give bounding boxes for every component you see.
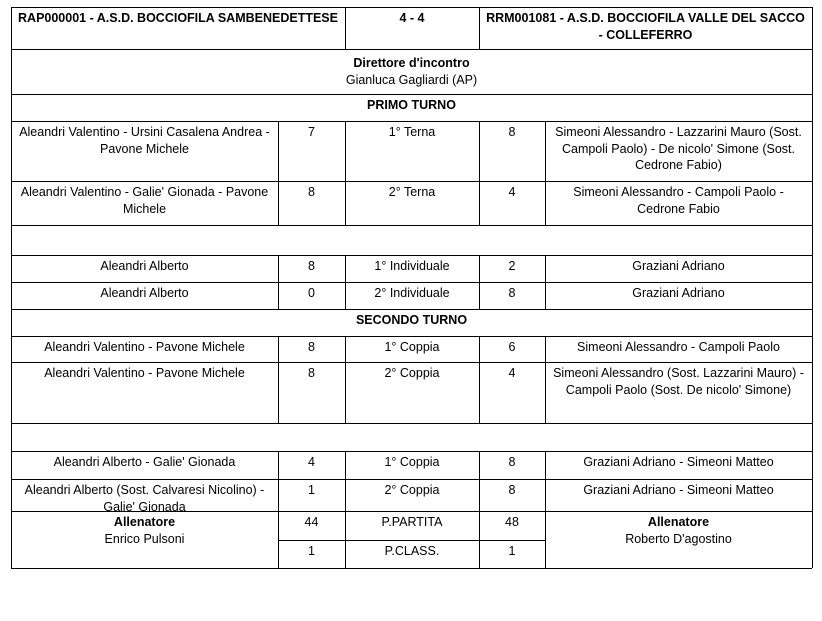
grid-vline [345, 181, 346, 225]
away-score: 4 [508, 185, 516, 199]
grid-vline [11, 7, 12, 568]
game-type: 1° Coppia [384, 340, 440, 354]
away-total: 1 [508, 544, 516, 558]
grid-vline [479, 181, 480, 225]
grid-vline [479, 479, 480, 511]
grid-vline [345, 282, 346, 309]
home-score: 4 [308, 455, 315, 469]
round-title: PRIMO TURNO [367, 98, 456, 112]
home-players: Aleandri Alberto (Sost. Calvaresi Nicolino) - Galie' Gionada [24, 483, 265, 514]
grid-vline [345, 7, 346, 49]
grid-vline [345, 121, 346, 181]
game-type: 1° Coppia [384, 455, 440, 469]
away-players: Simeoni Alessandro - Campoli Paolo [577, 340, 780, 354]
grid-vline [545, 282, 546, 309]
home-coach-name: Enrico Pulsoni [104, 531, 185, 546]
home-score: 0 [308, 286, 315, 300]
away-score: 8 [508, 483, 516, 497]
away-score: 8 [508, 286, 516, 300]
grid-vline [545, 451, 546, 479]
grid-vline [278, 255, 279, 282]
grid-vline [479, 451, 480, 479]
grid-vline [479, 362, 480, 423]
grid-vline [545, 362, 546, 423]
grid-vline [545, 336, 546, 362]
grid-vline [479, 511, 480, 568]
home-coach-block [11, 511, 278, 568]
away-total: 48 [505, 515, 519, 529]
grid-vline [278, 336, 279, 362]
spacer-row [11, 423, 812, 451]
grid-vline [345, 255, 346, 282]
home-team-name: RAP000001 - A.S.D. BOCCIOFILA SAMBENEDETTESE [18, 11, 338, 25]
match-score: 4 - 4 [399, 11, 425, 25]
away-coach-name: Roberto D'agostino [625, 531, 732, 546]
away-team-name: RRM001081 - A.S.D. BOCCIOFILA VALLE DEL SACCO - COLLEFERRO [486, 11, 805, 42]
away-score: 4 [508, 366, 516, 380]
grid-vline [479, 7, 480, 49]
game-type: 2° Terna [388, 185, 436, 199]
away-players: Graziani Adriano [632, 259, 725, 273]
game-type: 2° Coppia [384, 366, 440, 380]
away-players: Graziani Adriano [632, 286, 725, 300]
home-score: 8 [308, 366, 315, 380]
home-score: 8 [308, 259, 315, 273]
round-title: SECONDO TURNO [355, 313, 468, 327]
grid-vline [278, 479, 279, 511]
home-coach-label: Allenatore [113, 515, 176, 529]
grid-vline [345, 511, 346, 568]
home-players: Aleandri Valentino - Ursini Casalena Andrea - Pavone Michele [19, 125, 270, 156]
away-coach-label: Allenatore [647, 515, 710, 529]
away-players: Graziani Adriano - Simeoni Matteo [583, 455, 774, 469]
game-type: 1° Individuale [374, 259, 450, 273]
away-score: 8 [508, 455, 516, 469]
grid-vline [278, 451, 279, 479]
away-players: Simeoni Alessandro (Sost. Lazzarini Mauro) - Campoli Paolo (Sost. De nicolo' Simone) [553, 366, 804, 397]
grid-vline [479, 336, 480, 362]
grid-vline [278, 121, 279, 181]
grid-vline [545, 121, 546, 181]
grid-vline [545, 181, 546, 225]
away-players: Simeoni Alessandro - Lazzarini Mauro (Sost. Campoli Paolo) - De nicolo' Simone (Sost. Cedrone Fabio) [555, 125, 802, 172]
grid-vline [545, 479, 546, 511]
grid-vline [345, 451, 346, 479]
away-score: 6 [508, 340, 516, 354]
home-total: 44 [304, 515, 319, 529]
grid-vline [545, 255, 546, 282]
home-players: Aleandri Alberto [100, 286, 189, 300]
home-players: Aleandri Valentino - Pavone Michele [44, 366, 245, 380]
home-players: Aleandri Alberto [100, 259, 189, 273]
grid-vline [545, 511, 546, 568]
away-coach-block [545, 511, 812, 568]
grid-vline [278, 181, 279, 225]
home-total: 1 [308, 544, 315, 558]
grid-vline [278, 282, 279, 309]
away-players: Graziani Adriano - Simeoni Matteo [583, 483, 774, 497]
match-report-table [11, 7, 812, 605]
spacer-row [11, 225, 812, 255]
home-score: 7 [308, 125, 315, 139]
referee-block [11, 49, 812, 94]
game-type: 1° Terna [388, 125, 436, 139]
grid-vline [345, 336, 346, 362]
grid-vline [278, 362, 279, 423]
home-score: 1 [308, 483, 315, 497]
grid-hline [11, 568, 812, 569]
grid-vline [479, 121, 480, 181]
home-score: 8 [308, 340, 315, 354]
grid-vline [278, 511, 279, 568]
away-players: Simeoni Alessandro - Campoli Paolo - Cedrone Fabio [573, 185, 784, 216]
home-players: Aleandri Alberto - Galie' Gionada [53, 455, 236, 469]
total-label: P.CLASS. [384, 544, 440, 558]
home-players: Aleandri Valentino - Galie' Gionada - Pavone Michele [20, 185, 269, 216]
grid-vline [345, 362, 346, 423]
away-score: 8 [508, 125, 516, 139]
home-score: 8 [308, 185, 315, 199]
grid-vline [345, 479, 346, 511]
referee-name: Gianluca Gagliardi (AP) [345, 72, 478, 87]
game-type: 2° Individuale [374, 286, 450, 300]
referee-label: Direttore d'incontro [353, 56, 470, 70]
grid-vline [479, 282, 480, 309]
grid-vline [812, 7, 813, 568]
grid-vline [479, 255, 480, 282]
total-label: P.PARTITA [381, 515, 443, 529]
game-type: 2° Coppia [384, 483, 440, 497]
away-score: 2 [508, 259, 516, 273]
home-players: Aleandri Valentino - Pavone Michele [44, 340, 245, 354]
